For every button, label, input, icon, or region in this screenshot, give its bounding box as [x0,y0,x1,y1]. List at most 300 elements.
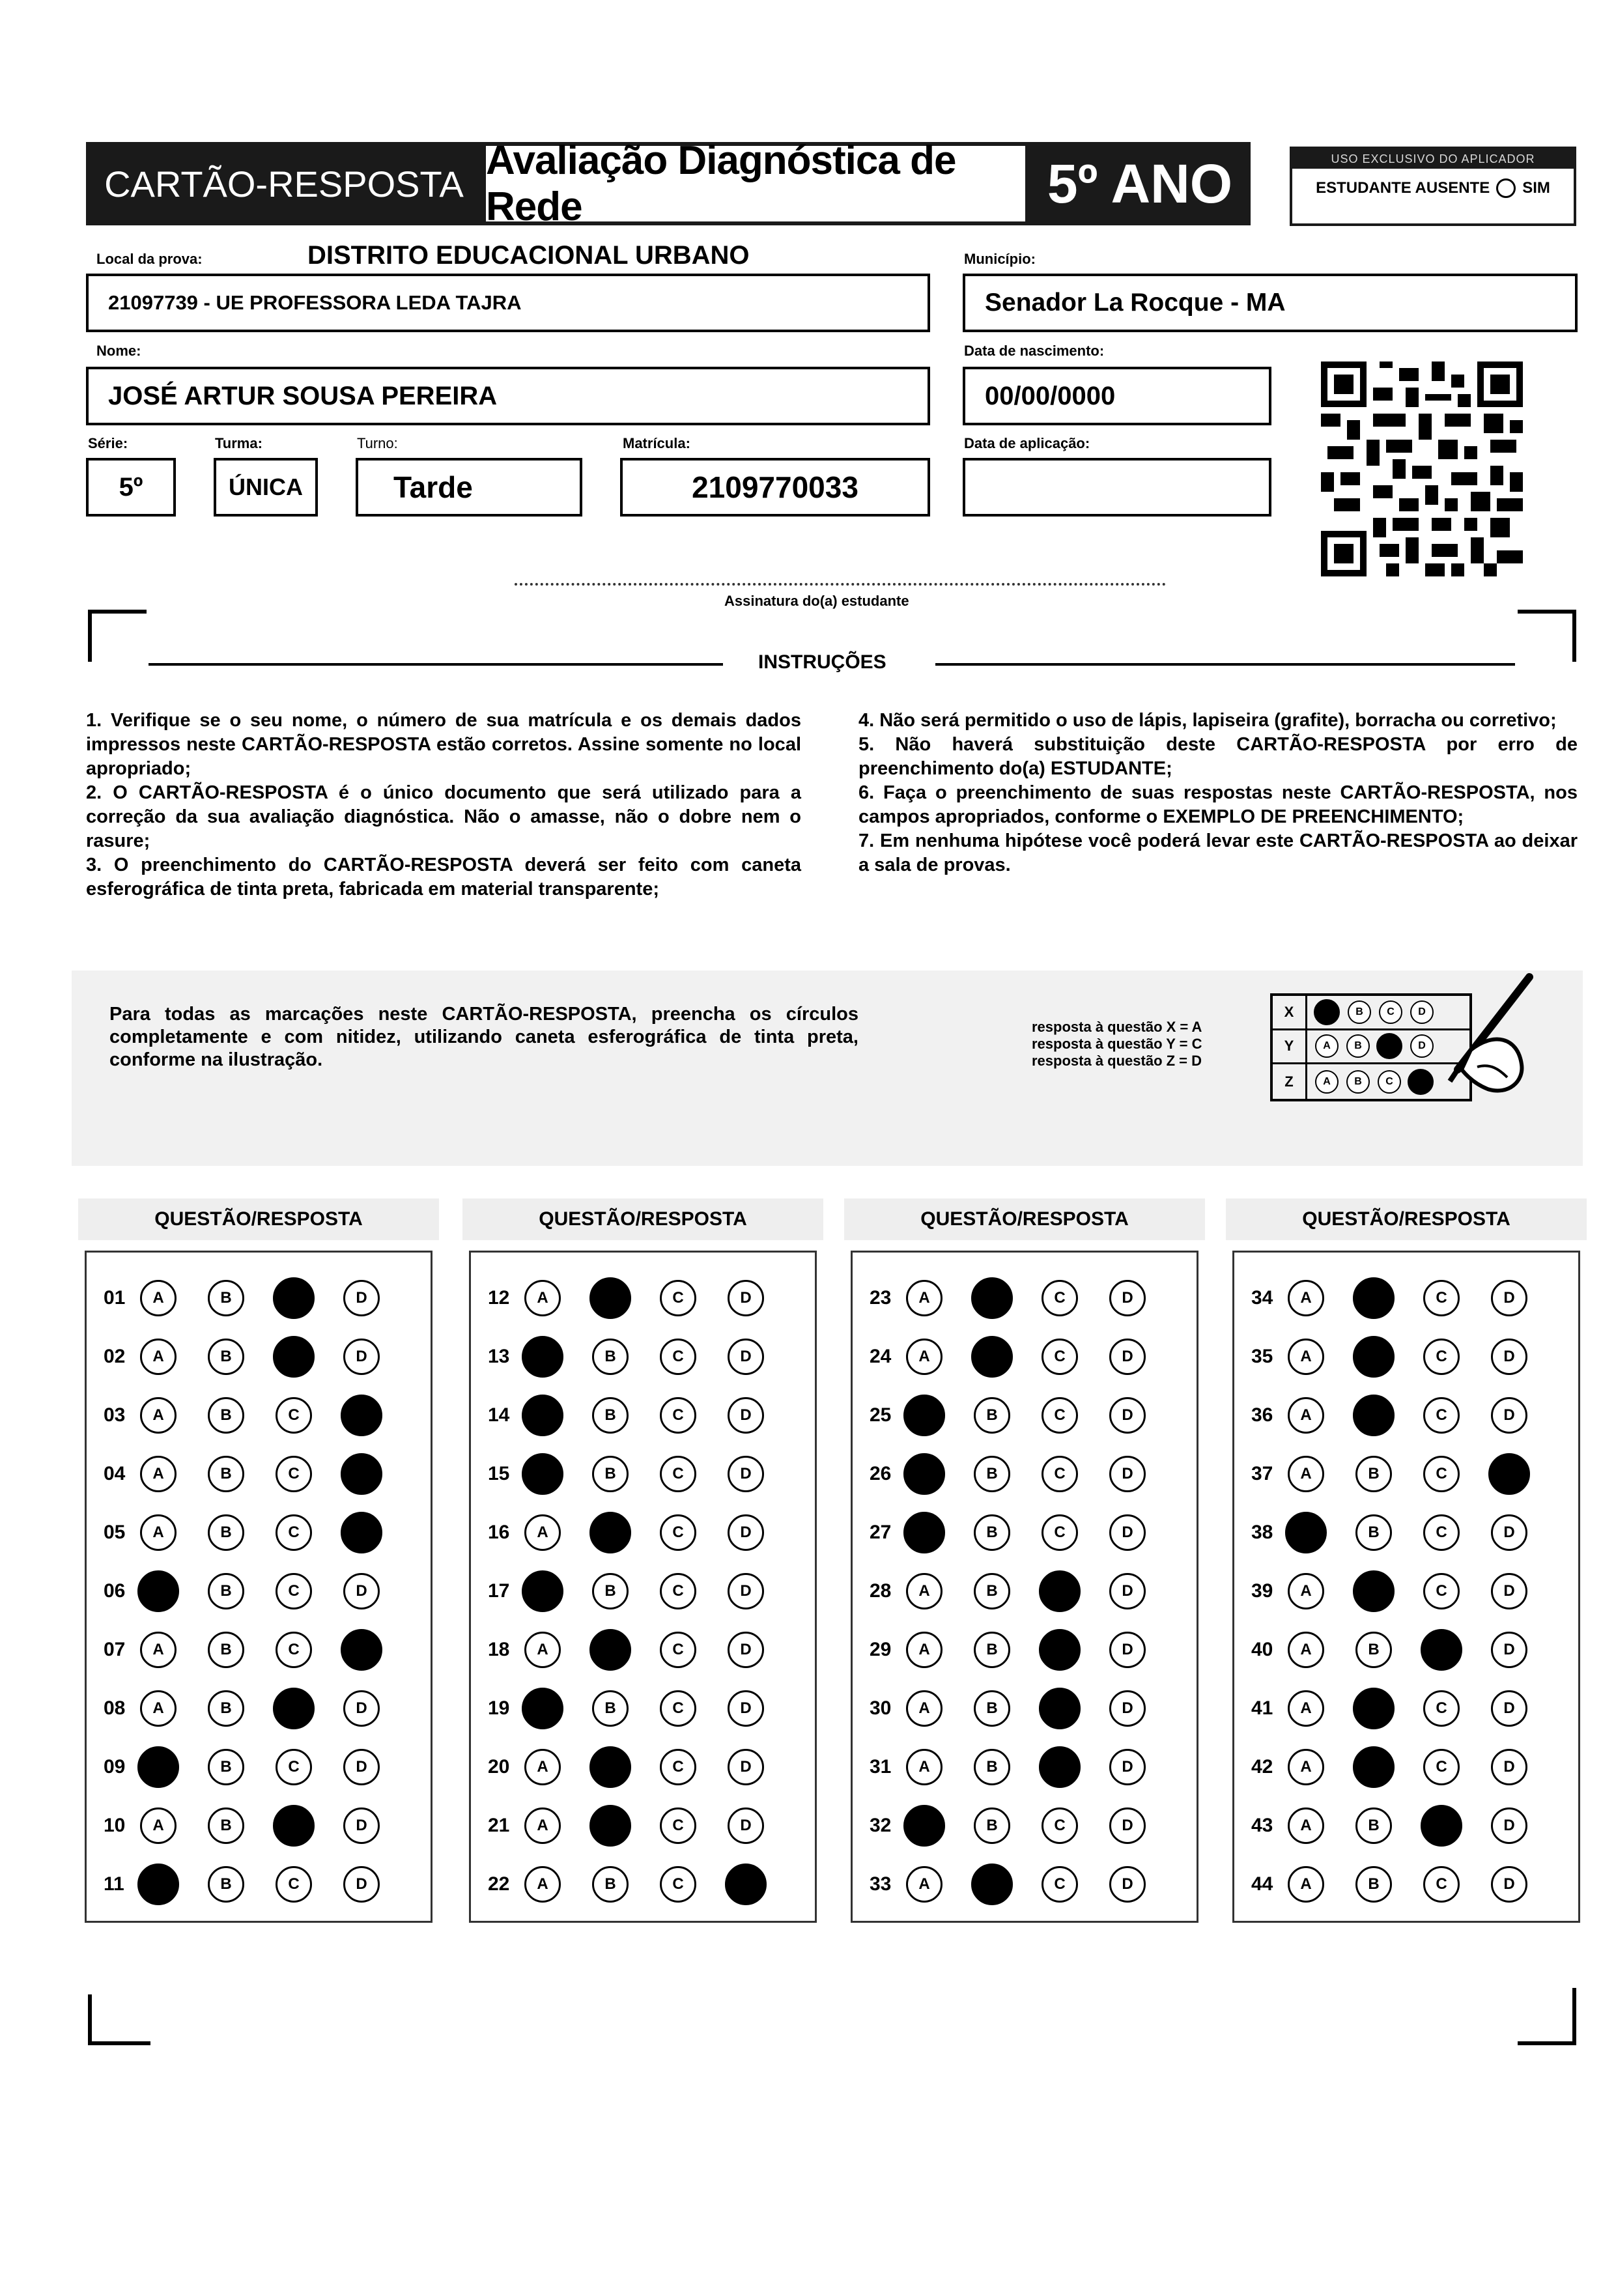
answer-bubble-d[interactable]: D [1491,1807,1527,1844]
answer-bubble-b[interactable]: B [208,1339,244,1375]
answer-bubble-d[interactable]: D [728,1749,764,1785]
answer-bubble-d[interactable]: D [1109,1339,1146,1375]
answer-bubble-c[interactable]: C [1042,1866,1078,1903]
pen-hand-icon [1432,972,1536,1102]
instruction-item: 5. Não haverá substituição deste CARTÃO-RESPOSTA por erro de preenchimento do(a) ESTUDANTE; [858,734,1578,779]
answer-bubble-d[interactable]: D [1491,1632,1527,1668]
answer-bubble-a[interactable]: A [1288,1456,1324,1492]
answer-bubble-c[interactable]: C [1042,1280,1078,1316]
question-number: 08 [104,1697,126,1719]
question-row [853,1396,1197,1435]
answer-bubble-c[interactable]: C [276,1573,312,1609]
question-row [87,1513,431,1552]
answer-bubble-a[interactable] [1285,1512,1327,1553]
question-row [1234,1454,1578,1494]
answer-bubble-c[interactable] [273,1336,315,1378]
question-row [853,1454,1197,1494]
legend-line: resposta à questão Y = C [1032,1036,1202,1052]
answer-bubble-d[interactable] [341,1395,382,1436]
question-row [853,1806,1197,1845]
answer-bubble-c[interactable]: C [276,1397,312,1434]
answer-bubble-c[interactable] [273,1277,315,1319]
example-bubble: C [1378,1070,1401,1094]
question-number: 34 [1251,1287,1273,1309]
example-legend [1032,1019,1202,1070]
answer-bubble-a[interactable]: A [140,1456,177,1492]
instruction-item: 1. Verifique se o seu nome, o número de sua matrícula e os demais dados impressos neste CARTÃO-RESPOSTA estão corretos. Assine somente no local apropriado; [86,710,801,779]
answer-bubble-b[interactable]: B [208,1397,244,1434]
answer-bubble-c[interactable]: C [1423,1866,1460,1903]
question-row [853,1630,1197,1669]
answer-bubble-b[interactable]: B [592,1866,629,1903]
signature-label: Assinatura do(a) estudante [724,593,909,609]
evaluation-title: Avaliação Diagnóstica de Rede [482,142,1029,225]
answer-column [85,1251,432,1923]
answer-bubble-a[interactable]: A [140,1690,177,1727]
answer-bubble-c[interactable]: C [1423,1397,1460,1434]
question-number: 40 [1251,1639,1273,1660]
answer-bubble-b[interactable] [1353,1746,1395,1788]
question-row [1234,1630,1578,1669]
answer-bubble-d[interactable]: D [1109,1514,1146,1551]
answer-bubble-d[interactable]: D [1109,1807,1146,1844]
question-row [87,1630,431,1669]
answer-bubble-b[interactable] [971,1336,1013,1378]
question-row [471,1513,815,1552]
answer-bubble-c[interactable]: C [660,1807,696,1844]
answer-column [1232,1251,1580,1923]
answer-bubble-b[interactable] [589,1629,631,1671]
question-number: 33 [870,1873,892,1895]
turma-field: ÚNICA [214,458,318,517]
answer-bubble-b[interactable]: B [592,1339,629,1375]
answer-bubble-b[interactable]: B [592,1690,629,1727]
answer-bubble-c[interactable] [1421,1629,1462,1671]
answer-bubble-d[interactable]: D [343,1690,380,1727]
answer-bubble-c[interactable]: C [1042,1514,1078,1551]
answer-bubble-d[interactable]: D [1491,1280,1527,1316]
answer-bubble-d[interactable]: D [728,1339,764,1375]
answer-bubble-d[interactable]: D [343,1573,380,1609]
answer-bubble-c[interactable]: C [1423,1514,1460,1551]
example-row-label: X [1273,996,1307,1028]
answer-bubble-b[interactable]: B [592,1397,629,1434]
question-number: 09 [104,1756,126,1778]
turma-label: Turma: [215,435,262,451]
answer-bubble-c[interactable]: C [1042,1456,1078,1492]
serie-field: 5º [86,458,176,517]
answer-bubble-b[interactable]: B [592,1573,629,1609]
answer-bubble-a[interactable]: A [1288,1749,1324,1785]
answer-bubble-d[interactable]: D [1491,1690,1527,1727]
answer-bubble-a[interactable]: A [906,1573,943,1609]
question-number: 22 [488,1873,510,1895]
answer-bubble-d[interactable]: D [1491,1749,1527,1785]
answer-bubble-b[interactable] [589,1805,631,1847]
answer-bubble-c[interactable] [1421,1805,1462,1847]
question-number: 29 [870,1639,892,1660]
question-row [1234,1865,1578,1904]
question-row [87,1396,431,1435]
answer-bubble-b[interactable] [1353,1395,1395,1436]
question-row [87,1748,431,1787]
corner-mark [88,1994,150,2045]
answer-bubble-b[interactable]: B [208,1866,244,1903]
answer-bubble-a[interactable]: A [140,1397,177,1434]
answer-bubble-d[interactable]: D [1109,1573,1146,1609]
question-row [471,1806,815,1845]
answer-bubble-d[interactable]: D [728,1514,764,1551]
answer-bubble-a[interactable]: A [1288,1280,1324,1316]
answer-bubble-b[interactable]: B [1355,1866,1392,1903]
answer-bubble-a[interactable]: A [524,1866,561,1903]
instruction-item: 6. Faça o preenchimento de suas respostas neste CARTÃO-RESPOSTA, nos campos apropriados, conforme o EXEMPLO DE PREENCHIMENTO; [858,782,1578,827]
answer-bubble-c[interactable]: C [1423,1573,1460,1609]
corner-mark [88,610,147,662]
answer-bubble-a[interactable]: A [1288,1397,1324,1434]
answer-bubble-a[interactable]: A [524,1280,561,1316]
answer-bubble-d[interactable]: D [1491,1866,1527,1903]
nome-field: JOSÉ ARTUR SOUSA PEREIRA [86,367,930,425]
answer-bubble-b[interactable]: B [592,1456,629,1492]
answer-bubble-a[interactable] [522,1336,563,1378]
answer-bubble-a[interactable]: A [524,1749,561,1785]
question-row [1234,1396,1578,1435]
answer-column [851,1251,1198,1923]
answer-bubble-b[interactable]: B [974,1397,1010,1434]
answer-bubble-d[interactable] [341,1453,382,1495]
answer-bubble-a[interactable] [137,1864,179,1905]
answer-bubble-b[interactable]: B [1355,1514,1392,1551]
answer-bubble-a[interactable]: A [906,1339,943,1375]
answer-bubble-d[interactable]: D [343,1280,380,1316]
answer-bubble-a[interactable] [903,1395,945,1436]
answer-bubble-d[interactable]: D [728,1456,764,1492]
question-row [471,1572,815,1611]
applicator-label: USO EXCLUSIVO DO APLICADOR [1292,149,1574,169]
answer-bubble-b[interactable]: B [974,1807,1010,1844]
serie-label: Série: [88,435,128,451]
answer-bubble-d[interactable]: D [343,1339,380,1375]
answer-bubble-d[interactable]: D [728,1397,764,1434]
answer-bubble-c[interactable] [1039,1570,1081,1612]
answer-bubble-c[interactable]: C [276,1514,312,1551]
answer-bubble-a[interactable]: A [1288,1866,1324,1903]
answer-bubble-a[interactable]: A [524,1514,561,1551]
answer-bubble-a[interactable]: A [1288,1632,1324,1668]
question-row [87,1337,431,1376]
answer-bubble-c[interactable]: C [1042,1339,1078,1375]
question-row [1234,1572,1578,1611]
answer-bubble-d[interactable]: D [1109,1690,1146,1727]
answer-bubble-d[interactable]: D [1109,1632,1146,1668]
answer-bubble-c[interactable]: C [660,1866,696,1903]
answer-bubble-a[interactable]: A [140,1514,177,1551]
question-number: 43 [1251,1815,1273,1836]
example-bubble: C [1379,1000,1402,1024]
answer-bubble-b[interactable] [971,1864,1013,1905]
instructions-left [86,709,801,901]
answer-bubble-b[interactable]: B [1355,1807,1392,1844]
question-row [87,1454,431,1494]
example-row-label: Z [1273,1064,1307,1099]
answer-bubble-b[interactable]: B [208,1514,244,1551]
instruction-item: 2. O CARTÃO-RESPOSTA é o único documento que será utilizado para a correção da sua avaliação diagnóstica. Não o amasse, não o dobre nem o rasure; [86,782,801,851]
answer-bubble-b[interactable] [589,1746,631,1788]
answer-bubble-b[interactable] [1353,1277,1395,1319]
answer-bubble-c[interactable]: C [660,1339,696,1375]
question-row [1234,1806,1578,1845]
answer-bubble-b[interactable] [1353,1688,1395,1729]
nascimento-label: Data de nascimento: [964,343,1105,359]
question-row [471,1865,815,1904]
question-number: 16 [488,1522,510,1543]
answer-bubble-c[interactable]: C [660,1456,696,1492]
answer-bubble-d[interactable] [725,1864,767,1905]
question-row [1234,1748,1578,1787]
answer-bubble-b[interactable]: B [208,1807,244,1844]
instructions-title: INSTRUÇÕES [758,651,886,673]
answer-bubble-b[interactable] [589,1512,631,1553]
question-row [87,1572,431,1611]
question-number: 01 [104,1287,126,1309]
answer-bubble-c[interactable] [273,1805,315,1847]
example-bubble [1408,1069,1434,1095]
answer-bubble-a[interactable]: A [140,1280,177,1316]
question-number: 19 [488,1697,510,1719]
answer-bubble-c[interactable] [1039,1746,1081,1788]
answer-bubble-b[interactable]: B [974,1456,1010,1492]
question-row [87,1689,431,1728]
answer-bubble-c[interactable]: C [660,1397,696,1434]
answer-bubble-d[interactable] [341,1629,382,1671]
answer-bubble-c[interactable]: C [660,1280,696,1316]
question-row [853,1572,1197,1611]
question-number: 31 [870,1756,892,1778]
answer-bubble-d[interactable]: D [343,1749,380,1785]
answer-bubble-a[interactable] [137,1746,179,1788]
answer-bubble-a[interactable] [903,1453,945,1495]
question-row [1234,1689,1578,1728]
answer-bubble-b[interactable]: B [974,1573,1010,1609]
answer-bubble-b[interactable]: B [974,1514,1010,1551]
question-row [471,1689,815,1728]
answer-bubble-c[interactable]: C [276,1456,312,1492]
answer-bubble-a[interactable]: A [1288,1573,1324,1609]
answer-bubble-a[interactable]: A [906,1866,943,1903]
answer-bubble-c[interactable]: C [276,1749,312,1785]
answer-bubble-b[interactable]: B [1355,1632,1392,1668]
question-row [471,1279,815,1318]
signature-line[interactable] [515,583,1166,586]
answer-bubble-c[interactable]: C [1423,1280,1460,1316]
answer-bubble-c[interactable] [1039,1629,1081,1671]
example-row-label: Y [1273,1030,1307,1063]
answer-bubble-a[interactable]: A [140,1632,177,1668]
question-number: 30 [870,1697,892,1719]
answer-bubble-d[interactable]: D [1109,1280,1146,1316]
answer-bubble-c[interactable]: C [1423,1339,1460,1375]
answer-bubble-a[interactable]: A [140,1807,177,1844]
absent-checkbox[interactable] [1496,178,1516,198]
answer-bubble-d[interactable]: D [1491,1397,1527,1434]
applicator-box [1290,147,1576,226]
answer-bubble-d[interactable]: D [1491,1573,1527,1609]
matricula-label: Matrícula: [623,435,690,451]
answer-bubble-c[interactable]: C [1042,1397,1078,1434]
answer-bubble-c[interactable]: C [660,1749,696,1785]
answer-bubble-d[interactable]: D [728,1573,764,1609]
answer-bubble-b[interactable]: B [974,1749,1010,1785]
answer-bubble-b[interactable] [1353,1570,1395,1612]
answer-bubble-c[interactable]: C [276,1866,312,1903]
question-number: 38 [1251,1522,1273,1543]
example-bubble [1314,999,1340,1025]
answer-bubble-d[interactable]: D [343,1866,380,1903]
question-row [471,1454,815,1494]
answer-bubble-b[interactable]: B [974,1690,1010,1727]
question-number: 12 [488,1287,510,1309]
answer-bubble-b[interactable]: B [208,1280,244,1316]
answer-bubble-b[interactable] [589,1277,631,1319]
answer-bubble-b[interactable]: B [208,1456,244,1492]
answer-bubble-b[interactable]: B [974,1632,1010,1668]
answer-bubble-d[interactable]: D [1109,1866,1146,1903]
divider [149,663,723,666]
question-number: 41 [1251,1697,1273,1719]
question-number: 13 [488,1346,510,1367]
aplicacao-field [963,458,1271,517]
question-row [471,1630,815,1669]
question-number: 35 [1251,1346,1273,1367]
answer-bubble-d[interactable]: D [728,1280,764,1316]
answer-bubble-c[interactable]: C [1042,1807,1078,1844]
matricula-field: 2109770033 [620,458,930,517]
answer-bubble-b[interactable]: B [1355,1456,1392,1492]
example-text: Para todas as marcações neste CARTÃO-RESPOSTA, preencha os círculos completamente e com nitidez, utilizando caneta esferográfica de tinta preta, conforme na ilustração. [109,1004,858,1070]
question-number: 23 [870,1287,892,1309]
answer-bubble-c[interactable]: C [276,1632,312,1668]
answer-bubble-a[interactable] [903,1805,945,1847]
question-row [1234,1279,1578,1318]
example-bubble: B [1346,1034,1370,1058]
answer-bubble-a[interactable]: A [906,1690,943,1727]
answer-bubble-c[interactable]: C [1423,1749,1460,1785]
question-number: 05 [104,1522,126,1543]
example-bubble: D [1410,1000,1434,1024]
answer-bubble-a[interactable]: A [1288,1807,1324,1844]
question-row [853,1513,1197,1552]
example-bubble: D [1410,1034,1434,1058]
answer-bubble-b[interactable]: B [208,1690,244,1727]
answer-bubble-c[interactable]: C [660,1573,696,1609]
answer-bubble-c[interactable]: C [660,1514,696,1551]
corner-mark [1518,1988,1576,2045]
local-label: Local da prova: [96,251,203,267]
answer-bubble-c[interactable] [1039,1688,1081,1729]
answer-bubble-a[interactable] [522,1570,563,1612]
question-number: 44 [1251,1873,1273,1895]
answer-bubble-a[interactable] [137,1570,179,1612]
answer-bubble-b[interactable]: B [208,1632,244,1668]
answer-bubble-a[interactable] [522,1395,563,1436]
absent-option: SIM [1522,179,1550,197]
answer-bubble-a[interactable]: A [1288,1690,1324,1727]
answer-bubble-a[interactable]: A [524,1632,561,1668]
school-field: 21097739 - UE PROFESSORA LEDA TAJRA [86,274,930,332]
turno-field: Tarde [356,458,582,517]
answer-bubble-d[interactable]: D [728,1690,764,1727]
column-header: QUESTÃO/RESPOSTA [1226,1198,1587,1240]
answer-bubble-c[interactable]: C [660,1632,696,1668]
answer-bubble-a[interactable]: A [906,1280,943,1316]
question-row [471,1337,815,1376]
corner-mark [1518,610,1576,662]
answer-bubble-a[interactable] [522,1453,563,1495]
question-number: 04 [104,1463,126,1484]
answer-bubble-d[interactable] [1488,1453,1530,1495]
instruction-item: 7. Em nenhuma hipótese você poderá levar este CARTÃO-RESPOSTA ao deixar a sala de provas. [858,830,1578,875]
answer-bubble-d[interactable]: D [343,1807,380,1844]
answer-bubble-a[interactable]: A [524,1807,561,1844]
question-row [87,1806,431,1845]
answer-bubble-d[interactable]: D [1109,1749,1146,1785]
answer-bubble-d[interactable]: D [1491,1339,1527,1375]
answer-bubble-a[interactable]: A [1288,1339,1324,1375]
question-number: 27 [870,1522,892,1543]
answer-bubble-a[interactable] [522,1688,563,1729]
answer-bubble-a[interactable]: A [140,1339,177,1375]
answer-bubble-b[interactable]: B [208,1749,244,1785]
question-number: 06 [104,1580,126,1602]
answer-bubble-c[interactable]: C [1423,1690,1460,1727]
answer-bubble-b[interactable]: B [208,1573,244,1609]
answer-bubble-d[interactable]: D [1109,1456,1146,1492]
answer-bubble-a[interactable]: A [906,1632,943,1668]
answer-bubble-c[interactable] [273,1688,315,1729]
answer-bubble-b[interactable] [971,1277,1013,1319]
question-number: 11 [104,1873,124,1895]
answer-bubble-d[interactable]: D [1491,1514,1527,1551]
absent-label: ESTUDANTE AUSENTE [1316,179,1490,197]
qr-code [1321,361,1523,576]
legend-line: resposta à questão Z = D [1032,1053,1202,1069]
instruction-item: 4. Não será permitido o uso de lápis, lapiseira (grafite), borracha ou corretivo; [858,710,1557,731]
example-bubble: A [1315,1034,1339,1058]
question-number: 39 [1251,1580,1273,1602]
question-number: 25 [870,1404,892,1426]
answer-bubble-d[interactable] [341,1512,382,1553]
answer-bubble-d[interactable]: D [1109,1397,1146,1434]
question-row [87,1865,431,1904]
question-row [853,1748,1197,1787]
question-number: 18 [488,1639,510,1660]
answer-bubble-b[interactable] [1353,1336,1395,1378]
local-value: DISTRITO EDUCACIONAL URBANO [307,241,750,270]
answer-bubble-d[interactable]: D [728,1632,764,1668]
question-number: 36 [1251,1404,1273,1426]
question-number: 02 [104,1346,126,1367]
question-row [853,1689,1197,1728]
answer-bubble-a[interactable] [903,1512,945,1553]
question-number: 07 [104,1639,126,1660]
question-number: 21 [488,1815,510,1836]
answer-bubble-c[interactable]: C [1423,1456,1460,1492]
question-row [853,1865,1197,1904]
answer-bubble-a[interactable]: A [906,1749,943,1785]
answer-bubble-d[interactable]: D [728,1807,764,1844]
answer-bubble-c[interactable]: C [660,1690,696,1727]
